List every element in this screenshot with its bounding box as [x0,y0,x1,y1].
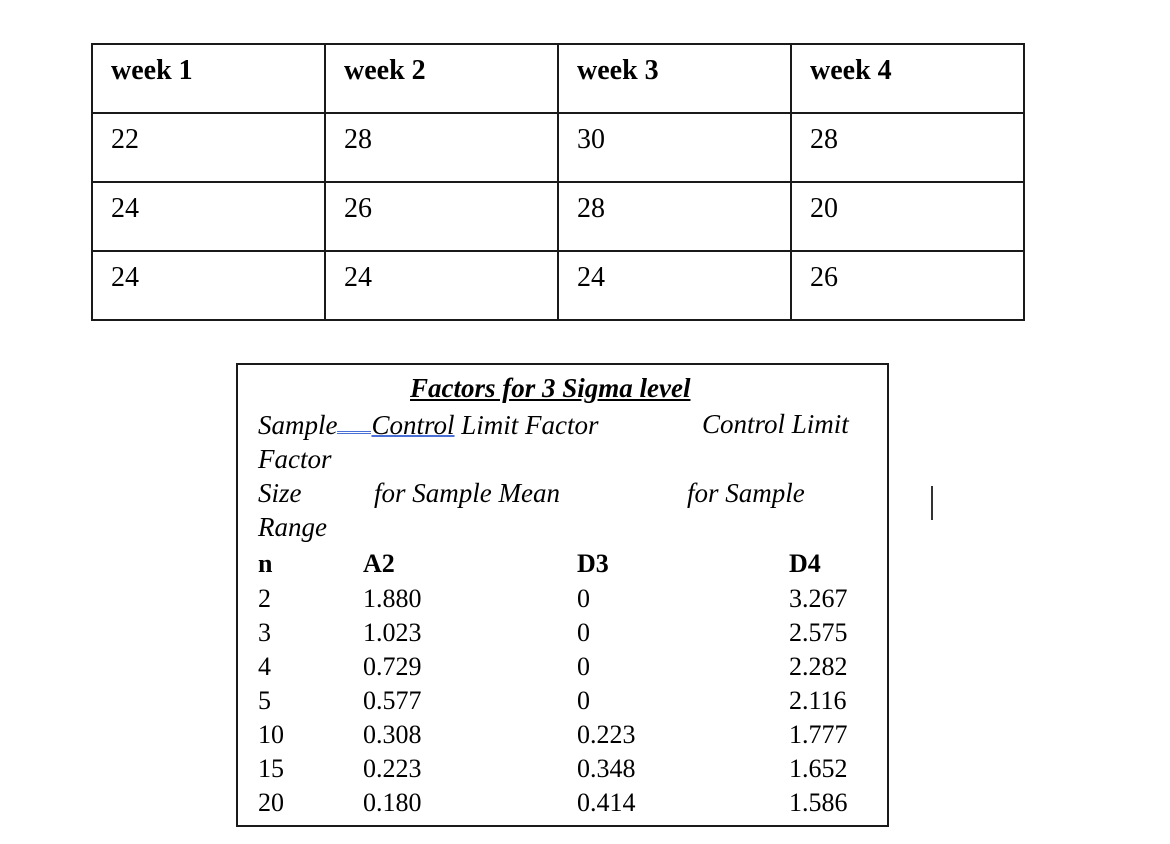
cell-n: 2 [258,584,271,613]
cell-n: 5 [258,686,271,715]
limit-factor-label: Limit Factor [454,410,599,440]
table-row [92,182,1024,251]
cell-d3: 0.414 [577,788,636,817]
header-line-1 [258,409,599,441]
cell-d4: 2.116 [789,686,847,715]
cell-d4: 2.282 [789,652,848,681]
table-header-row [92,44,1024,113]
table-cell: 24 [325,251,558,320]
cell-n: 3 [258,618,271,647]
cell-d3: 0.223 [577,720,636,749]
cell-a2: 0.577 [363,686,422,715]
text-cursor [931,486,933,520]
table-cell: 24 [92,251,325,320]
control-limit-label: Control Limit [702,409,849,439]
sample-mean-label: for Sample Mean [374,478,560,508]
cell-d3: 0 [577,618,590,647]
cell-d3: 0 [577,686,590,715]
header-week-1: week 1 [92,44,325,113]
weekly-data-table [91,43,1025,321]
cell-a2: 1.880 [363,584,422,613]
table-cell: 28 [558,182,791,251]
sample-label: Sample [258,410,338,440]
header-week-4: week 4 [791,44,1024,113]
cell-d4: 3.267 [789,584,848,613]
cell-d3: 0 [577,584,590,613]
cell-a2: 0.308 [363,720,422,749]
size-label: Size [258,478,302,508]
factors-title: Factors for 3 Sigma level [410,373,691,403]
range-label: Range [258,512,327,542]
col-d3: D3 [577,549,609,578]
cell-d4: 1.586 [789,788,848,817]
underline-mark [337,409,371,434]
sigma-factors-box [236,363,889,827]
table-cell: 26 [791,251,1024,320]
col-n: n [258,549,273,578]
col-a2: A2 [363,549,395,578]
factor-label: Factor [258,444,332,474]
cell-a2: 0.223 [363,754,422,783]
table-cell: 22 [92,113,325,182]
control-link[interactable]: Control [371,410,455,440]
table-cell: 24 [92,182,325,251]
table-cell: 30 [558,113,791,182]
table-row [92,251,1024,320]
cell-n: 15 [258,754,284,783]
table-cell: 24 [558,251,791,320]
cell-a2: 1.023 [363,618,422,647]
table-cell: 28 [325,113,558,182]
cell-d4: 2.575 [789,618,848,647]
cell-n: 20 [258,788,284,817]
cell-n: 10 [258,720,284,749]
table-cell: 26 [325,182,558,251]
cell-a2: 0.180 [363,788,422,817]
cell-d3: 0 [577,652,590,681]
cell-d4: 1.777 [789,720,848,749]
cell-a2: 0.729 [363,652,422,681]
table-cell: 28 [791,113,1024,182]
table-cell: 20 [791,182,1024,251]
col-d4: D4 [789,549,821,578]
cell-d4: 1.652 [789,754,848,783]
header-week-2: week 2 [325,44,558,113]
cell-d3: 0.348 [577,754,636,783]
header-week-3: week 3 [558,44,791,113]
cell-n: 4 [258,652,271,681]
table-row [92,113,1024,182]
for-sample-label: for Sample [687,478,805,508]
